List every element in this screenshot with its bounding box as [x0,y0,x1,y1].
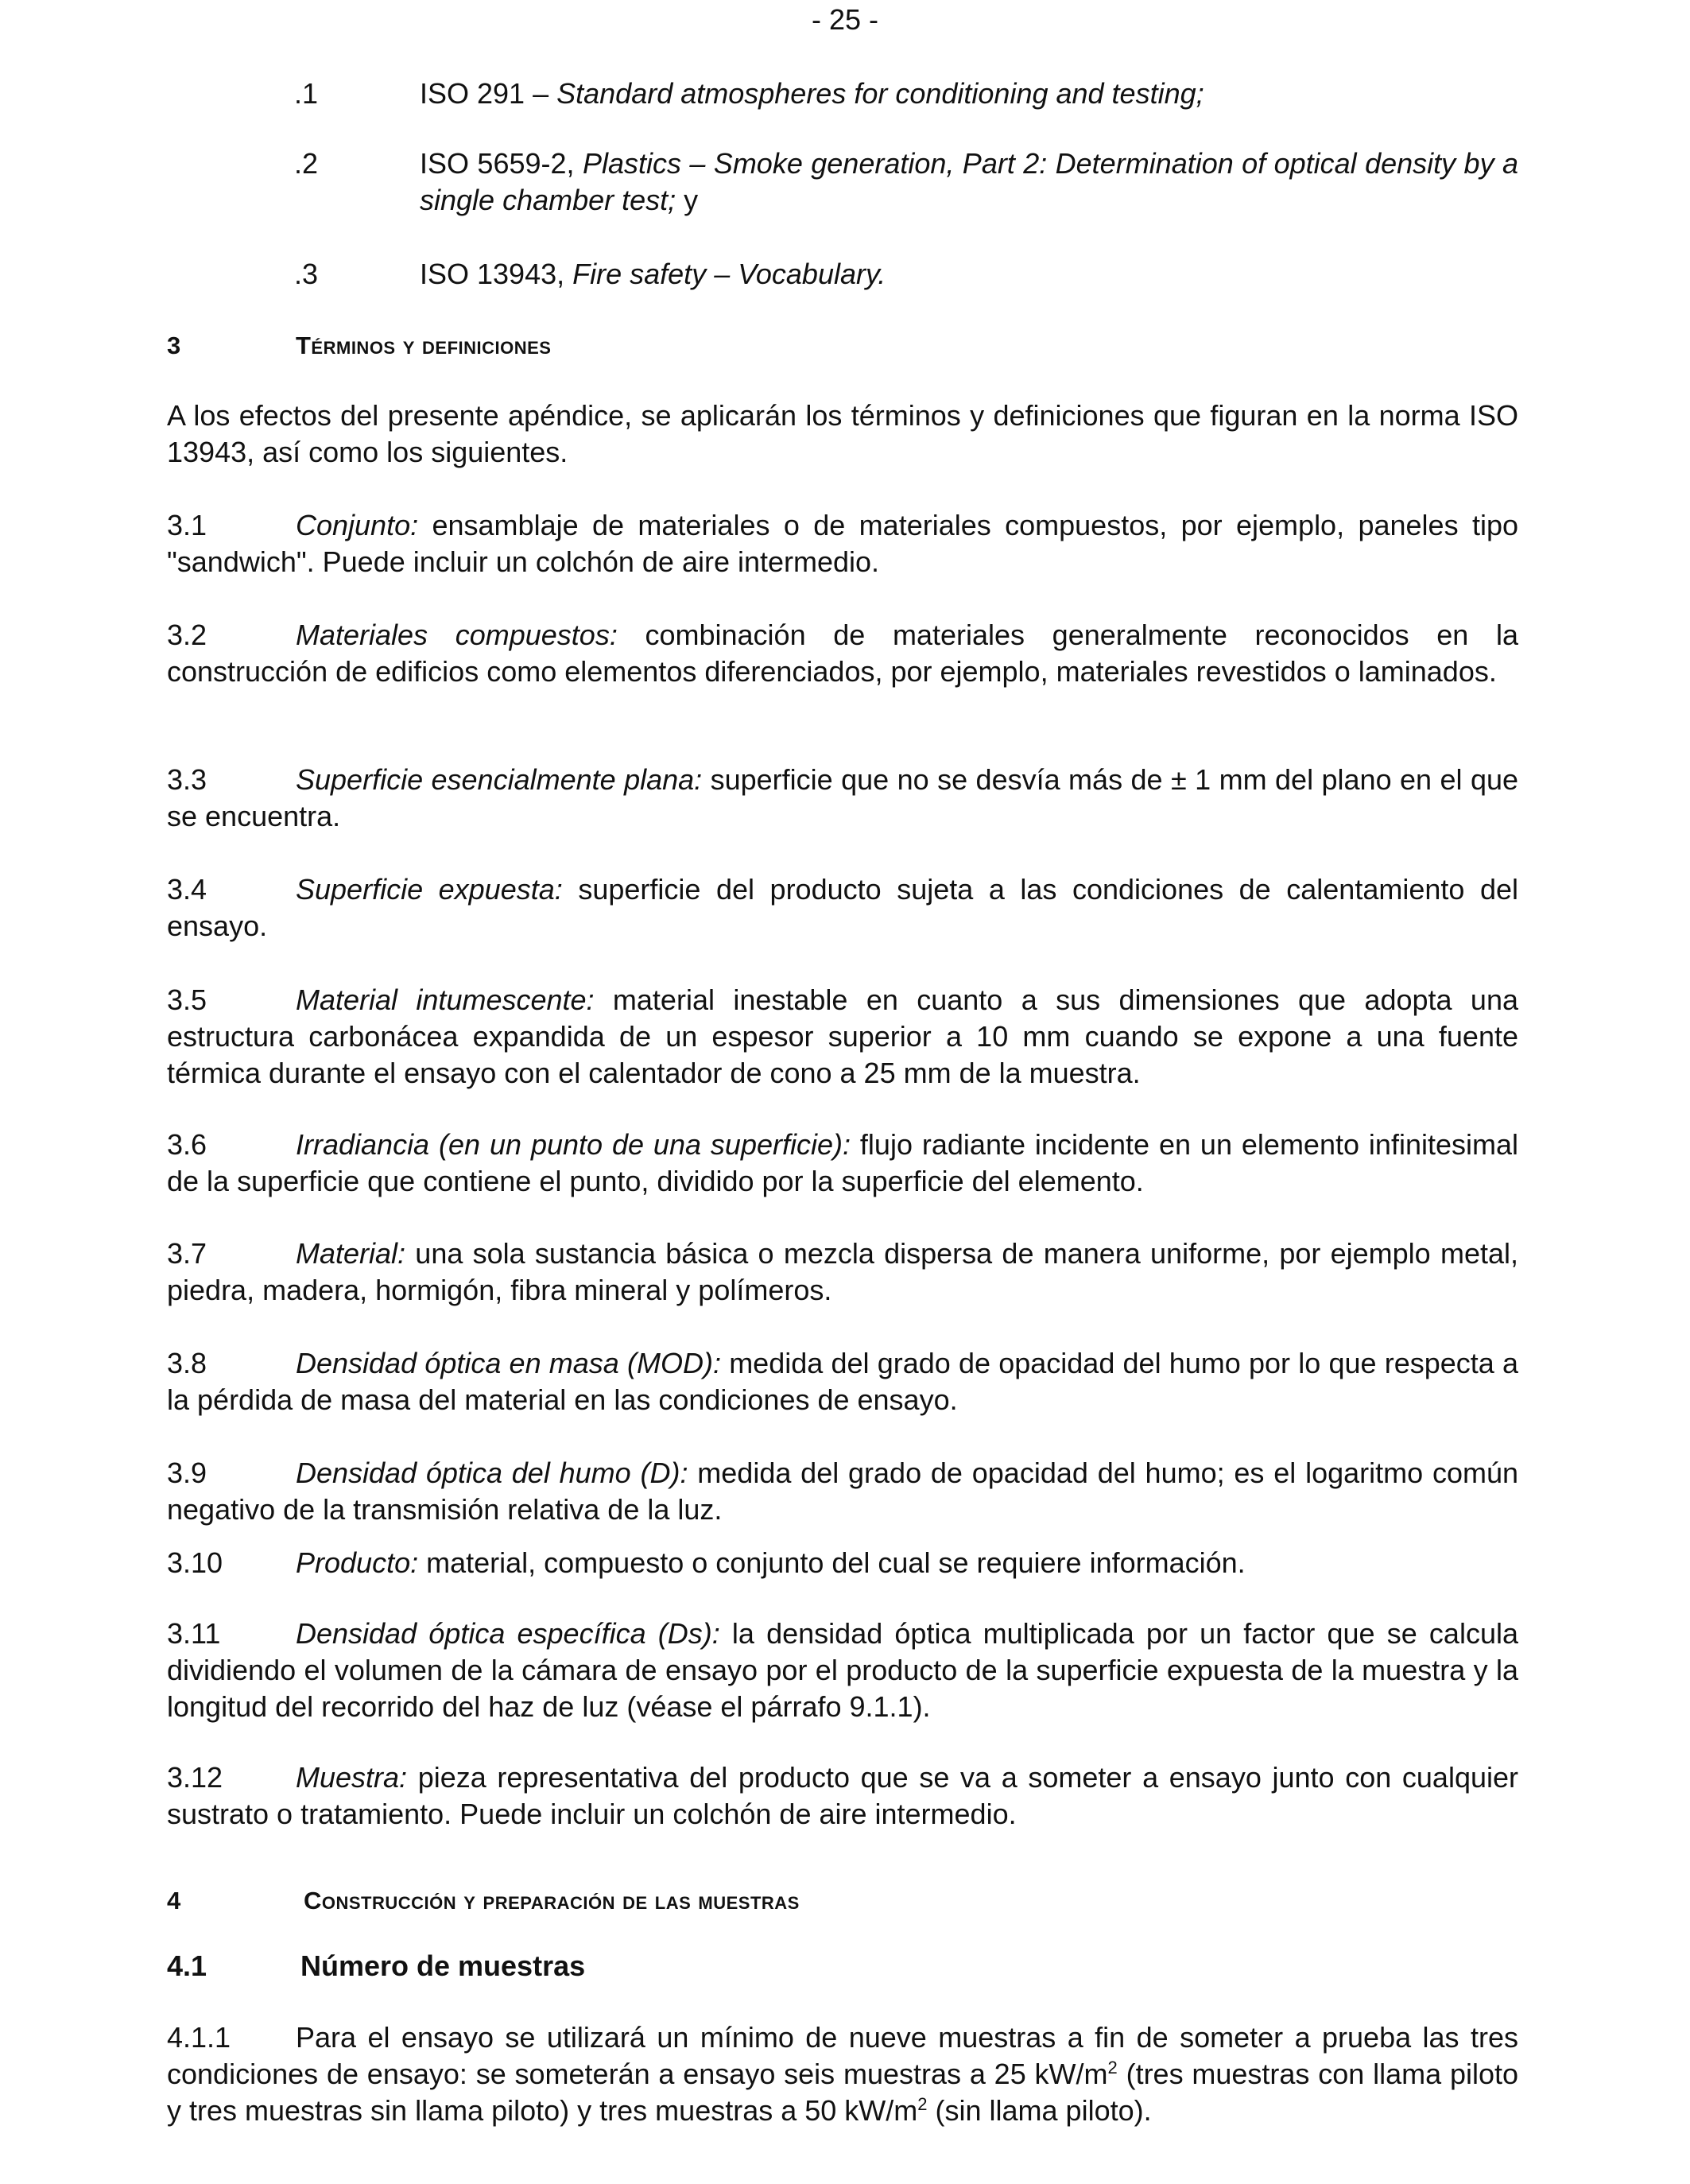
section-number: 4 [167,1887,181,1914]
intro-paragraph: A los efectos del presente apéndice, se aplicarán los términos y definiciones que figuran en la norma ISO 13943, así como los siguientes. [167,399,1518,468]
reference-text: ISO 291 – Standard atmospheres for conditioning and testing; [420,77,1204,110]
page-number: - 25 - [811,3,879,36]
section-number: 3 [167,332,181,359]
definition-3-2: 3.2 Materiales compuestos: combinación de materiales generalmente reconocidos en la construcción de edificios como elementos diferenciados, por ejemplo, materiales revestidos o laminados. [167,619,1518,688]
definition-3-4: 3.4 Superficie expuesta: superficie del producto sujeta a las condiciones de calentamiento del ensayo. [167,873,1519,942]
reference-text: ISO 5659-2, Plastics – Smoke generation, Part 2: Determination of optical density by a single chamber test; y [420,147,1518,216]
definition-3-7: 3.7 Material: una sola sustancia básica o mezcla dispersa de manera uniforme, por ejemplo metal, piedra, madera, hormigón, fibra mineral y polímeros. [167,1237,1518,1306]
paragraph-4-1-1: 4.1.1 Para el ensayo se utilizará un mínimo de nueve muestras a fin de someter a prueba las tres condiciones de ensayo: se someterán a ensayo seis muestras a 25 $kW/m^2$ (tres muestras con llama piloto y tres muestras sin llama piloto) y tres muestras a 50 $kW/m^2$ (sin llama piloto). [167,2021,1519,2127]
reference-number: .1 [294,77,319,110]
definition-3-9: 3.9 Densidad óptica del humo (D): medida del grado de opacidad del humo; es el logaritmo común negativo de la transmisión relativa de la luz. [167,1457,1518,1526]
section-title: Términos y definiciones [296,332,552,359]
subsection-number: 4.1 [167,1949,207,1982]
definition-3-3: 3.3 Superficie esencialmente plana: superficie que no se desvía más de ± 1 mm del plano en el que se encuentra. [167,763,1519,832]
definition-3-11: 3.11 Densidad óptica específica (Ds): la densidad óptica multiplicada por un factor que se calcula dividiendo el volumen de la cámara de ensayo por el producto de la superficie expuesta de la muestra y la longitud del recorrido del haz de luz (véase el párrafo 9.1.1). [167,1617,1518,1723]
definition-3-5: 3.5 Material intumescente: material inestable en cuanto a sus dimensiones que adopta una estructura carbonácea expandida de un espesor superior a 10 mm cuando se expone a una fuente térmica durante el ensayo con el calentador de cono a 25 mm de la muestra. [167,983,1518,1089]
definition-3-6: 3.6 Irradiancia (en un punto de una superficie): flujo radiante incidente en un elemento infinitesimal de la superficie que contiene el punto, dividido por la superficie del elemento. [167,1128,1518,1197]
section-title: Construcción y preparación de las muestras [304,1887,800,1914]
reference-number: .2 [294,147,319,180]
definition-3-10: 3.10 Producto: material, compuesto o conjunto del cual se requiere información. [167,1546,1246,1579]
definition-3-8: 3.8 Densidad óptica en masa (MOD): medida del grado de opacidad del humo por lo que respecta a la pérdida de masa del material en las condiciones de ensayo. [167,1347,1519,1416]
reference-number: .3 [294,258,319,290]
definition-3-1: 3.1 Conjunto: ensamblaje de materiales o de materiales compuestos, por ejemplo, paneles tipo "sandwich". Puede incluir un colchón de aire intermedio. [167,509,1518,578]
definition-3-12: 3.12 Muestra: pieza representativa del producto que se va a someter a ensayo junto con cualquier sustrato o tratamiento. Puede incluir un colchón de aire intermedio. [167,1761,1518,1830]
reference-text: ISO 13943, Fire safety – Vocabulary. [420,258,886,290]
subsection-title: Número de muestras [300,1949,586,1982]
